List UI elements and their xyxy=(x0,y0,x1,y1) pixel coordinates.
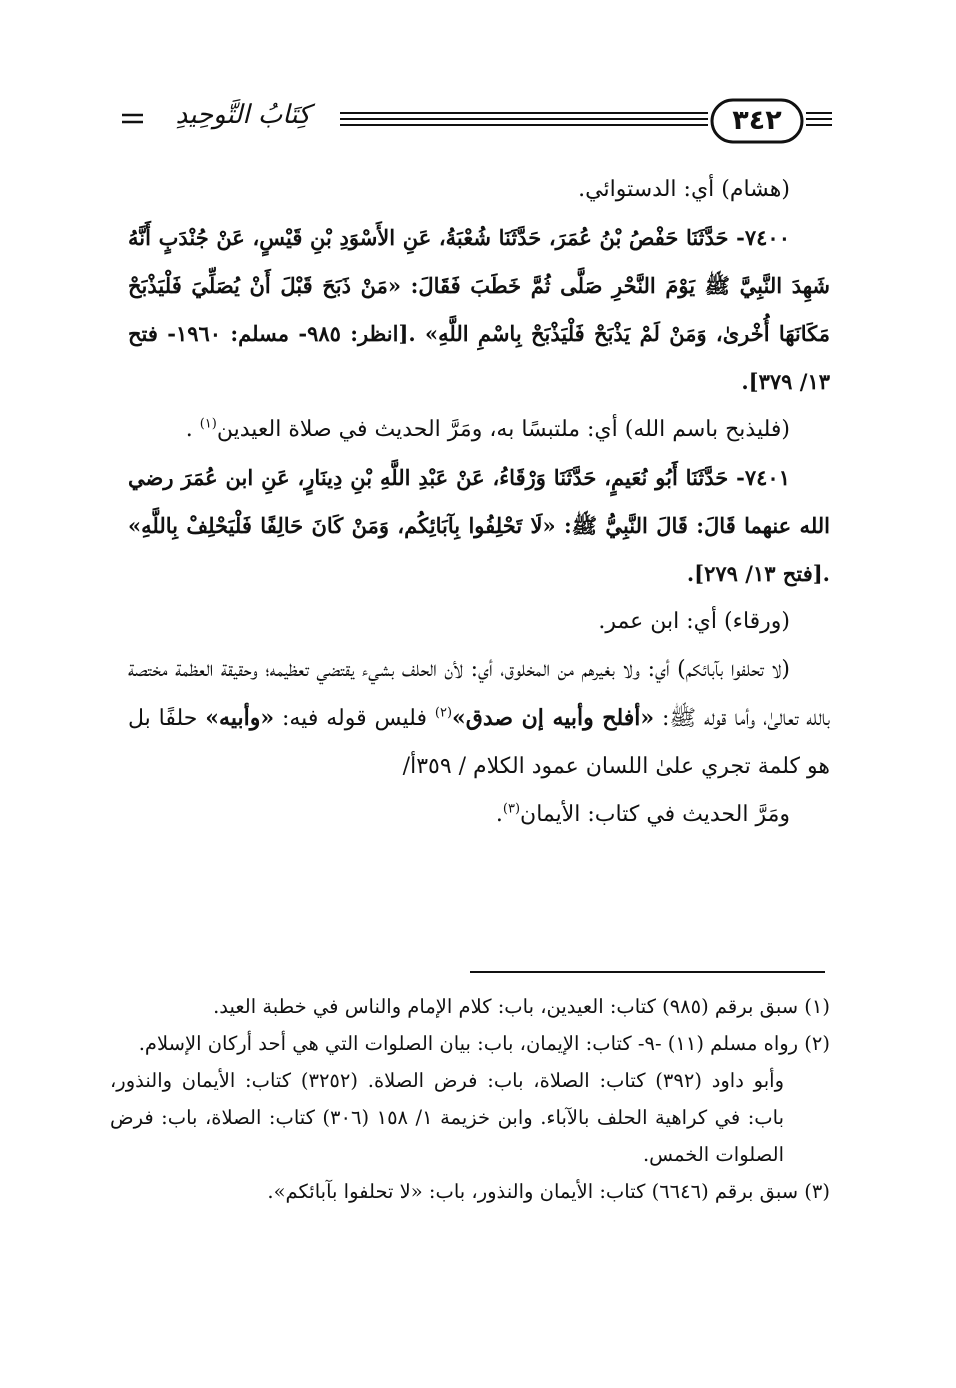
paragraph-commentary-3 xyxy=(128,791,830,839)
footnote-1: (١) سبق برقم (٩٨٥) كتاب: العيدين، باب: كلام الإمام والناس في خطبة العيد. xyxy=(213,995,830,1018)
paragraph-commentary-1 xyxy=(128,406,830,454)
page-number: ٣٤٢ xyxy=(732,105,782,136)
commentary-text: (فليذبح باسم الله) أي: ملتبسًا به، ومَرَّ الحديث في صلاة العيدين xyxy=(216,417,790,442)
footnote-2: (٢) رواه مسلم (١١) -٩- كتاب: الإيمان، باب: بيان الصلوات التي هي أحد أركان الإسلام. xyxy=(138,1032,830,1055)
commentary-text: (لا تحلفوا بآبائكم) أي: ولا بغيرهم من المخلوق، أي: لأن الحلف بشيء يقتضي تعظيمه؛ وحقيقة العظمة مختصة بالله تعالىٰ، وأما قوله ﷺ: xyxy=(128,657,830,731)
header-ornament xyxy=(0,0,956,160)
book-title: كِتَابُ التَّوحِيدِ xyxy=(175,100,311,130)
footnote-ref-2: (٢) xyxy=(434,705,453,721)
commentary-text: ومَرَّ الحديث في كتاب: الأيمان xyxy=(520,802,790,827)
footnotes xyxy=(110,988,830,1210)
page-header xyxy=(0,0,956,160)
hadith-7401: ٧٤٠١- حَدَّثَنَا أَبُو نُعَيمٍ، حَدَّثَنَا وَرْقَاءُ، عَنْ عَبْدِ اللَّهِ بْنِ دِينَارٍ، عَنِ ابن عُمَرَ رضي الله عنهما قَالَ: قَالَ النَّبِيُّ ﷺ: «لَا تَحْلِفُوا بِآبَائِكُم، وَمَنْ كَانَ حَالِفًا فَلْيَحْلِفْ بِاللَّهِ» .[فتح ١٣/ ٢٧٩]. xyxy=(128,465,830,586)
footnote-ref-1: (١) xyxy=(199,416,217,432)
commentary-text: حلفًا بل هو كلمة تجري علىٰ اللسان عمود الكلام / ٣٥٩أ/ xyxy=(128,706,830,779)
hadith-7400: ٧٤٠٠- حَدَّثَنَا حَفْصُ بْنُ عُمَرَ، حَدَّثَنَا شُعْبَةُ، عَنِ الأَسْوَدِ بْنِ قَيْسٍ، عَنْ جُنْدَبٍ أَنَّهُ شَهِدَ النَّبِيَّ ﷺ يَوْمَ النَّحْرِ صَلَّى ثُمَّ خَطَبَ فَقَالَ: «مَنْ ذَبَحَ قَبْلَ أَنْ يُصَلِّيَ فَلْيَذْبَحْ مَكَانَهَا أُخْرىٰ، وَمَنْ لَمْ يَذْبَحْ فَلْيَذْبَحْ بِاسْمِ اللَّهِ» .[انظر: ٩٨٥- مسلم: ١٩٦٠- فتح ١٣/ ٣٧٩]. xyxy=(128,225,830,394)
main-text xyxy=(128,166,830,839)
paragraph-commentary-2 xyxy=(128,646,830,791)
commentary-text: فليس قوله فيه: xyxy=(274,706,435,731)
footnote-separator xyxy=(470,971,825,973)
footnote-3: (٣) سبق برقم (٦٦٤٦) كتاب: الأيمان والنذور، باب: «لا تحلفوا بآبائكم». xyxy=(267,1180,830,1203)
quote-wa-abihi: «وأبيه» xyxy=(205,705,275,731)
footnote-ref-3: (٣) xyxy=(502,801,521,817)
commentary-end: . xyxy=(185,417,200,442)
quote-aflaha: «أفلح وأبيه إن صدق» xyxy=(452,705,655,731)
paragraph-hisham: (هشام) أي: الدستوائي. xyxy=(578,177,790,202)
commentary-end: . xyxy=(495,802,503,827)
footnote-2-continued: وأبو داود (٣٩٢) كتاب: الصلاة، باب: فرض الصلاة. (٣٢٥٢) كتاب: الأيمان والنذور، باب: في كراهية الحلف بالآباء. وابن خزيمة ١/ ١٥٨ (٣٠٦) كتاب: الصلاة، باب: فرض الصلوات الخمس. xyxy=(110,1069,785,1166)
paragraph-warqa: (ورقاء) أي: ابن عمر. xyxy=(598,609,790,634)
